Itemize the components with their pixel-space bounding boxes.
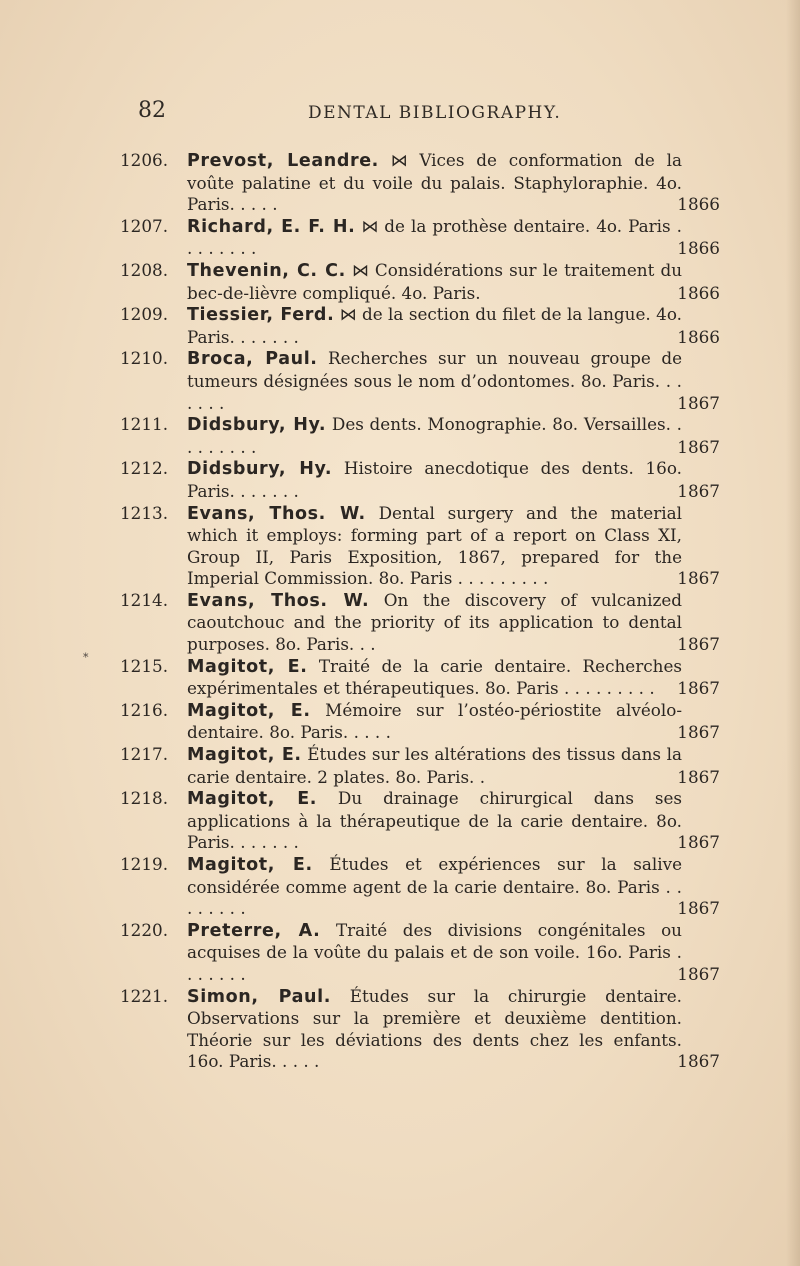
entry-body xyxy=(187,348,682,414)
entry-number: 1211. xyxy=(120,414,169,435)
entry-body xyxy=(187,414,682,458)
entry-body xyxy=(187,260,682,304)
entry-title: Mémoire sur l’ostéo-périostite alvéolo-dentaire. 8o. Paris. . . . . xyxy=(187,699,682,743)
entry-year: 1866 xyxy=(677,282,720,303)
bibliography-entry xyxy=(120,854,720,920)
entry-number: 1209. xyxy=(120,304,169,325)
bibliography-entry xyxy=(120,348,720,414)
entry-year: 1867 xyxy=(677,634,720,655)
entry-body xyxy=(187,304,682,348)
entry-author: Preterre, A. xyxy=(187,920,321,941)
entry-author: Evans, Thos. W. xyxy=(187,590,370,611)
bibliography-entry xyxy=(120,260,720,304)
entry-number: 1215. xyxy=(120,655,169,676)
entry-body xyxy=(187,590,682,656)
entry-body xyxy=(187,150,682,216)
margin-mark: * xyxy=(83,651,89,664)
entry-year: 1867 xyxy=(677,568,720,589)
bibliography-entry xyxy=(120,216,720,260)
bibliography-entry xyxy=(120,744,720,788)
entry-author: Broca, Paul. xyxy=(187,349,318,370)
entry-body xyxy=(187,458,682,502)
entry-title: ⋈ Vices de conformation de la voûte palatine et du voile du palais. Staphyloraphie. 4o. Paris. . . . . xyxy=(187,150,682,215)
entry-author: Simon, Paul. xyxy=(187,986,331,1007)
bibliography-entry xyxy=(120,920,720,986)
entry-number: 1214. xyxy=(120,589,169,610)
entry-body xyxy=(187,744,682,788)
entry-author: Magitot, E. xyxy=(187,700,311,721)
entry-number: 1208. xyxy=(120,259,169,280)
entry-author: Prevost, Leandre. xyxy=(187,151,379,171)
entry-number: 1206. xyxy=(120,150,169,170)
entry-author: Magitot, E. xyxy=(187,745,302,766)
running-title: DENTAL BIBLIOGRAPHY. xyxy=(308,103,562,123)
page-header xyxy=(138,98,720,128)
bibliography-entry xyxy=(120,700,720,744)
page-spine-shadow xyxy=(786,0,800,1266)
entry-year: 1867 xyxy=(677,898,720,919)
entry-title: Recherches sur un nouveau groupe de tumeurs désignées sous le nom d’odontomes. 8o. Paris. . . . . . . xyxy=(187,348,682,413)
entry-number: 1217. xyxy=(120,744,169,765)
entry-year: 1866 xyxy=(677,326,720,347)
entry-author: Evans, Thos. W. xyxy=(187,503,366,524)
entry-body xyxy=(187,656,682,700)
entry-number: 1216. xyxy=(120,699,169,720)
entry-number: 1221. xyxy=(120,985,169,1006)
bibliography-entry xyxy=(120,458,720,502)
entry-year: 1867 xyxy=(677,766,720,787)
entry-title: On the discovery of vulcanized caoutchouc and the priority of its application to dental purposes. 8o. Paris. . . xyxy=(187,589,683,655)
entry-body xyxy=(187,216,682,260)
entry-author: Magitot, E. xyxy=(187,789,318,810)
entry-author: Thevenin, C. C. xyxy=(187,260,346,281)
entry-title: Études sur les altérations des tissus dans la carie dentaire. 2 plates. 8o. Paris. . xyxy=(187,744,682,787)
entry-number: 1220. xyxy=(120,919,169,940)
entry-year: 1867 xyxy=(677,678,720,699)
entry-number: 1212. xyxy=(120,458,169,479)
entry-number: 1207. xyxy=(120,215,169,236)
entry-title: Traité des divisions congénitales ou acquises de la voûte du palais et de son voile. 16o. Paris . . . . . . . xyxy=(187,919,682,984)
entry-year: 1867 xyxy=(677,1051,720,1072)
entry-author: Didsbury, Hy. xyxy=(187,459,333,480)
entry-year: 1866 xyxy=(677,238,720,259)
entry-body xyxy=(187,920,682,986)
bibliography-entry xyxy=(120,304,720,348)
entry-year: 1867 xyxy=(677,436,720,457)
page-number: 82 xyxy=(138,98,166,123)
entry-title: Dental surgery and the material which it employs: forming part of a report on Class XI, Group II, Paris Exposition, 1867, prepared for the Imperial Commission. 8o. Paris . . . . . . . . . xyxy=(187,502,682,589)
entry-number: 1213. xyxy=(120,502,169,523)
entry-title: Études et expériences sur la salive considérée comme agent de la carie dentaire. 8o. Paris . . . . . . . . xyxy=(187,854,682,919)
entry-author: Tiessier, Ferd. xyxy=(187,305,335,326)
entry-year: 1866 xyxy=(677,194,720,215)
entry-title: ⋈ de la prothèse dentaire. 4o. Paris . . . . . . . . xyxy=(187,215,683,259)
entry-author: Magitot, E. xyxy=(187,855,313,875)
entry-year: 1867 xyxy=(677,392,720,413)
entry-body xyxy=(187,503,682,590)
entry-number: 1218. xyxy=(120,788,169,809)
entry-title: ⋈ Considérations sur le traitement du bec-de-lièvre compliqué. 4o. Paris. xyxy=(187,259,683,303)
entry-body xyxy=(187,700,682,744)
bibliography-entry xyxy=(120,986,720,1073)
entry-year: 1867 xyxy=(677,722,720,743)
bibliography-entry xyxy=(120,414,720,458)
entry-title: Des dents. Monographie. 8o. Versailles. . . . . . . . . xyxy=(187,414,682,457)
entry-number: 1219. xyxy=(120,854,169,874)
bibliography-entry xyxy=(120,150,720,216)
entry-body xyxy=(187,788,682,854)
entry-title: Études sur la chirurgie dentaire. Observations sur la première et deuxième dentition. Théorie sur les déviations des dents chez les enfants. 16o. Paris. . . . . xyxy=(187,985,682,1072)
bibliography-list xyxy=(120,150,720,1073)
bibliography-entry xyxy=(120,788,720,854)
bibliography-entry xyxy=(120,590,720,656)
entry-year: 1867 xyxy=(677,963,720,984)
bibliography-entry xyxy=(120,656,720,700)
entry-body xyxy=(187,986,682,1073)
entry-year: 1867 xyxy=(677,480,720,501)
entry-title: Traité de la carie dentaire. Recherches expérimentales et thérapeutiques. 8o. Paris . . . . . . . . . xyxy=(187,655,682,699)
entry-year: 1867 xyxy=(677,832,720,853)
entry-author: Richard, E. F. H. xyxy=(187,216,356,237)
bibliography-entry xyxy=(120,503,720,590)
entry-author: Magitot, E. xyxy=(187,656,308,677)
entry-author: Didsbury, Hy. xyxy=(187,415,327,436)
entry-body xyxy=(187,854,682,920)
entry-title: Du drainage chirurgical dans ses applications à la thérapeutique de la carie dentaire. 8o. Paris. . . . . . . xyxy=(187,788,682,853)
entry-title: ⋈ de la section du filet de la langue. 4o. Paris. . . . . . . xyxy=(187,304,682,347)
entry-title: Histoire anecdotique des dents. 16o. Paris. . . . . . . xyxy=(187,458,682,501)
entry-number: 1210. xyxy=(120,348,169,369)
